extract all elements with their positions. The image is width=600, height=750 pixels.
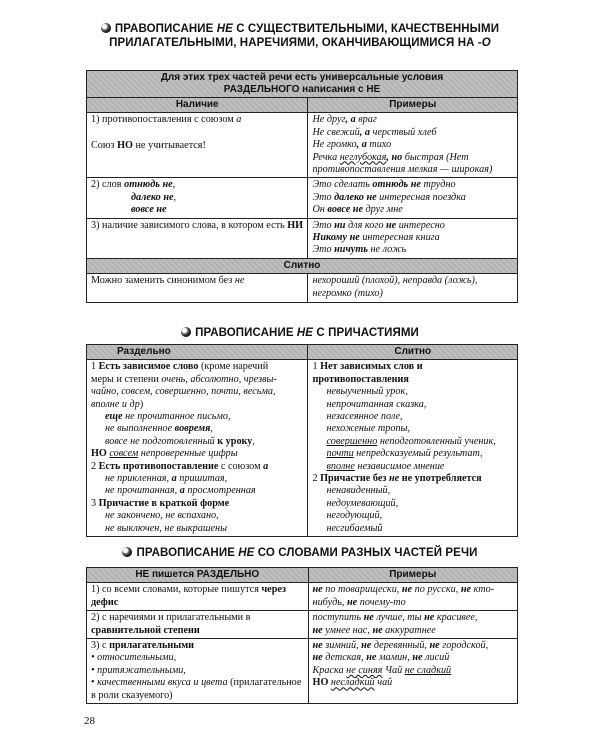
bullet-icon bbox=[101, 23, 111, 33]
heading-participles: ПРАВОПИСАНИЕ НЕ С ПРИЧАСТИЯМИ bbox=[0, 326, 600, 340]
table-row: 1) со всеми словами, которые пишутся через дефис не по товарищески, не по русски, не кто- нибудь, не почему-то bbox=[87, 583, 518, 611]
table-row: 1) противопоставления с союзом а Союз НО не учитывается! Не друг, а враг Не свежий, а черствый хлеб Не громко, а тихо Речка неглубокая, но быстрая (Нет противопоставления мелкая — широкая) bbox=[87, 113, 518, 178]
heading-nouns-adjectives-adverbs: ПРАВОПИСАНИЕ НЕ С СУЩЕСТВИТЕЛЬНЫМИ, КАЧЕСТВЕННЫМИ ПРИЛАГАТЕЛЬНЫМИ, НАРЕЧИЯМИ, ОКАНЧИВАЮЩИМИСЯ НА -О bbox=[0, 22, 600, 50]
table-column-headers bbox=[87, 98, 518, 113]
table-various-parts-of-speech bbox=[86, 567, 518, 704]
column-header: Наличие bbox=[87, 98, 308, 113]
table-nouns-adjectives-adverbs bbox=[86, 70, 518, 303]
table-column-headers bbox=[87, 568, 518, 583]
table-top-header: Для этих трех частей речи есть универсальные условия РАЗДЕЛЬНОГО написания с НЕ bbox=[87, 71, 518, 98]
table-row: 3) с прилагательными • относительными, • притяжательными, • качественными вкуса и цвета (прилагательное в роли сказуемого) не зимний, не деревянный, не городской, не детская, не мамин, не лисий Краска не синяя Чай не сладкий НО несладкий чай bbox=[87, 639, 518, 704]
column-header: Примеры bbox=[308, 568, 517, 583]
table-section-header: Слитно bbox=[87, 258, 518, 273]
column-header: Раздельно bbox=[87, 345, 308, 360]
table-row: Можно заменить синонимом без не нехороший (плохой), неправда (ложь), негромко (тихо) bbox=[87, 274, 518, 303]
bullet-icon bbox=[181, 327, 191, 337]
column-header: Примеры bbox=[308, 98, 518, 113]
column-header: НЕ пишется РАЗДЕЛЬНО bbox=[87, 568, 309, 583]
table-participles bbox=[86, 344, 518, 537]
table-row: 1 Есть зависимое слово (кроме наречий меры и степени очень, абсолютно, чрезвы- чайно, совсем, совершенно, почти, весьма, вполне и др) еще не прочитанное письмо, не выполненное вовремя, вовсе не подготовленный к уроку, НО совсем непроверенные цифры 2 Есть противопоставление с союзом а не прикленная, а пришитая, не прочитанная, а просмотренная 3 Причастие в краткой форме не закончено, не вспахано, не выключен, не выкрашены 1 Нет зависимых слов и противопоставления невыученный урок, непрочитанная сказка, незасеянное поле, нехоженые тропы, совершенно неподготовленный ученик, почти непредсказуемый результат, вполне независимое мнение 2 Причастие без не не употребляется ненавиденный, недоумевающий, негодующий, несгибаемый bbox=[87, 360, 518, 537]
table-row: 2) с наречиями и прилагательными в сравнительной степени поступить не лучше, ты не красивее, не умнее нас, не аккуратнее bbox=[87, 611, 518, 639]
page-number: 28 bbox=[84, 715, 95, 727]
table-row: 2) слов отнюдь не, далеко не, вовсе не Это сделать отнюдь не трудно Это далеко не интересная поездка Он вовсе не друг мне bbox=[87, 178, 518, 218]
column-header: Слитно bbox=[308, 345, 518, 360]
bullet-icon bbox=[122, 547, 132, 557]
heading-various-parts-of-speech: ПРАВОПИСАНИЕ НЕ СО СЛОВАМИ РАЗНЫХ ЧАСТЕЙ РЕЧИ bbox=[0, 546, 600, 560]
table-column-headers bbox=[87, 345, 518, 360]
table-row: 3) наличие зависимого слова, в котором есть НИ Это ни для кого не интересно Никому не интересная книга Это ничуть не ложь bbox=[87, 218, 518, 258]
